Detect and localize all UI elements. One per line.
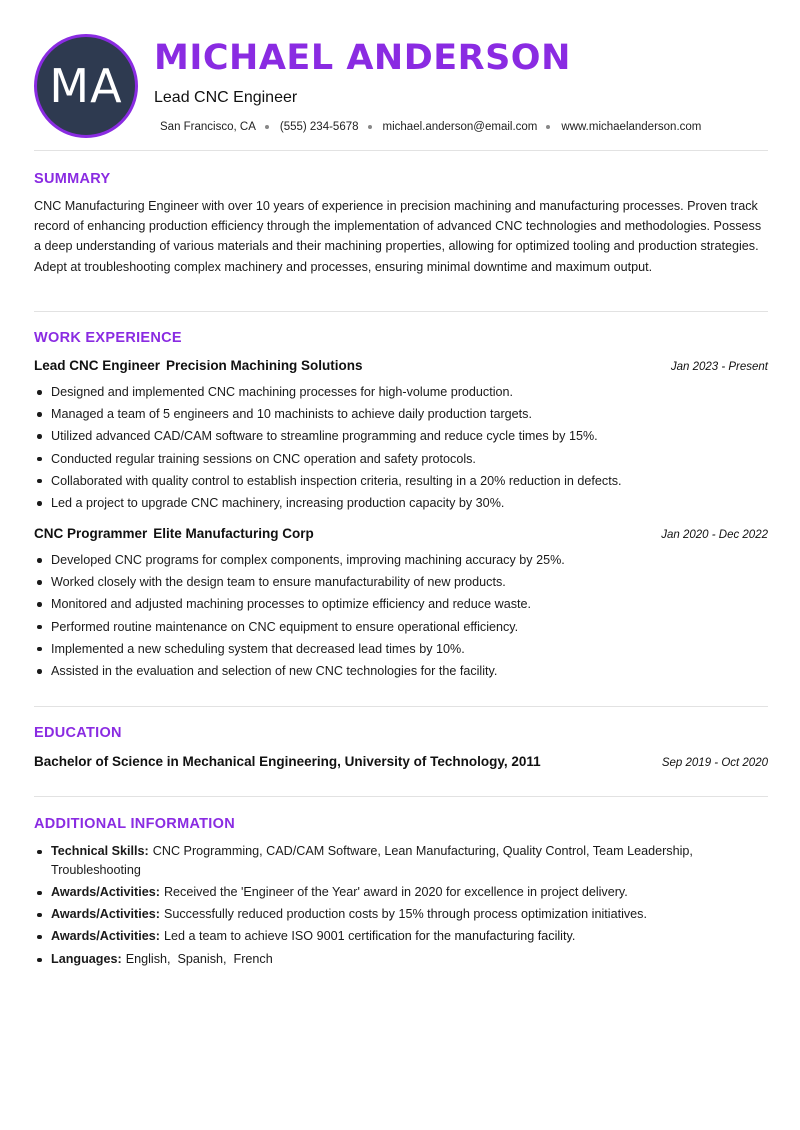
job-bullets [34, 381, 768, 514]
contact-email[interactable]: michael.anderson@email.com [382, 121, 538, 133]
additional-info-list [34, 842, 734, 972]
work-experience-heading: WORK EXPERIENCE [34, 330, 182, 346]
contact-phone: (555) 234-5678 [279, 121, 359, 133]
job-dates: Jan 2020 - Dec 2022 [661, 529, 768, 541]
contact-location: San Francisco, CA [160, 121, 256, 133]
job-title-company [34, 358, 363, 373]
job-role: CNC Programmer [34, 526, 148, 541]
list-item [34, 842, 734, 880]
item-text: English, Spanish, French [125, 952, 273, 966]
divider [34, 796, 768, 797]
degree: Bachelor of Science in Mechanical Engineering, University of Technology, 2011 [34, 754, 541, 769]
job-company: Precision Machining Solutions [166, 358, 363, 373]
candidate-name: MICHAEL ANDERSON [154, 38, 571, 78]
job-bullets [34, 549, 768, 682]
item-label: Awards/Activities: [51, 929, 160, 943]
job-company: Elite Manufacturing Corp [153, 526, 314, 541]
list-item: Performed routine maintenance on CNC equipment to ensure operational efficiency. [34, 616, 768, 638]
item-text: Received the 'Engineer of the Year' award in 2020 for excellence in project delivery. [163, 885, 628, 899]
item-text: Successfully reduced production costs by 15% through process optimization initiatives. [163, 907, 647, 921]
list-item: Developed CNC programs for complex components, improving machining accuracy by 25%. [34, 549, 768, 571]
item-label: Technical Skills: [51, 844, 149, 858]
candidate-title: Lead CNC Engineer [154, 89, 298, 106]
list-item: Designed and implemented CNC machining processes for high-volume production. [34, 381, 768, 403]
list-item: Worked closely with the design team to ensure manufacturability of new products. [34, 571, 768, 593]
job-role: Lead CNC Engineer [34, 358, 161, 373]
list-item: Led a project to upgrade CNC machinery, increasing production capacity by 30%. [34, 492, 768, 514]
list-item: Collaborated with quality control to establish inspection criteria, resulting in a 20% reduction in defects. [34, 470, 768, 492]
job-title-company [34, 526, 314, 541]
resume-page [34, 0, 768, 1130]
education-dates: Sep 2019 - Oct 2020 [661, 757, 768, 769]
list-item [34, 905, 734, 924]
list-item: Conducted regular training sessions on CNC operation and safety protocols. [34, 448, 768, 470]
separator-dot [265, 125, 269, 129]
job-header [34, 526, 768, 541]
list-item: Assisted in the evaluation and selection of new CNC technologies for the facility. [34, 660, 768, 682]
education-entry [34, 754, 768, 769]
list-item [34, 927, 734, 946]
divider [34, 706, 768, 707]
education-heading: EDUCATION [34, 725, 122, 741]
contact-website[interactable]: www.michaelanderson.com [561, 121, 702, 133]
job-dates: Jan 2023 - Present [670, 361, 768, 373]
item-label: Awards/Activities: [51, 907, 160, 921]
list-item: Utilized advanced CAD/CAM software to streamline programming and reduce cycle times by 15%. [34, 425, 768, 447]
summary-text: CNC Manufacturing Engineer with over 10 years of experience in precision machining and manufacturing processes. Proven track record of enhancing production efficiency through the implementation of advanced CNC technologies and methodologies. Possess a deep understanding of various materials and their machining properties, allowing for optimized tooling and production strategies. Adept at troubleshooting complex machinery and processes, ensuring minimal downtime and maximum output. [34, 199, 762, 274]
list-item: Monitored and adjusted machining processes to optimize efficiency and reduce waste. [34, 593, 768, 615]
separator-dot [546, 125, 550, 129]
contact-line [160, 121, 701, 133]
item-text: Led a team to achieve ISO 9001 certification for the manufacturing facility. [163, 929, 576, 943]
list-item [34, 950, 734, 969]
list-item: Managed a team of 5 engineers and 10 machinists to achieve daily production targets. [34, 403, 768, 425]
list-item [34, 883, 734, 902]
additional-info-heading: ADDITIONAL INFORMATION [34, 816, 235, 832]
divider [34, 150, 768, 151]
item-label: Languages: [51, 952, 122, 966]
list-item: Implemented a new scheduling system that decreased lead times by 10%. [34, 638, 768, 660]
divider [34, 311, 768, 312]
summary-heading: SUMMARY [34, 171, 111, 187]
item-text: CNC Programming, CAD/CAM Software, Lean Manufacturing, Quality Control, Team Leadership, Troubleshooting [51, 844, 693, 877]
item-label: Awards/Activities: [51, 885, 160, 899]
job-header [34, 358, 768, 373]
avatar-initials: MA [49, 59, 123, 113]
avatar [34, 34, 138, 138]
separator-dot [368, 125, 372, 129]
